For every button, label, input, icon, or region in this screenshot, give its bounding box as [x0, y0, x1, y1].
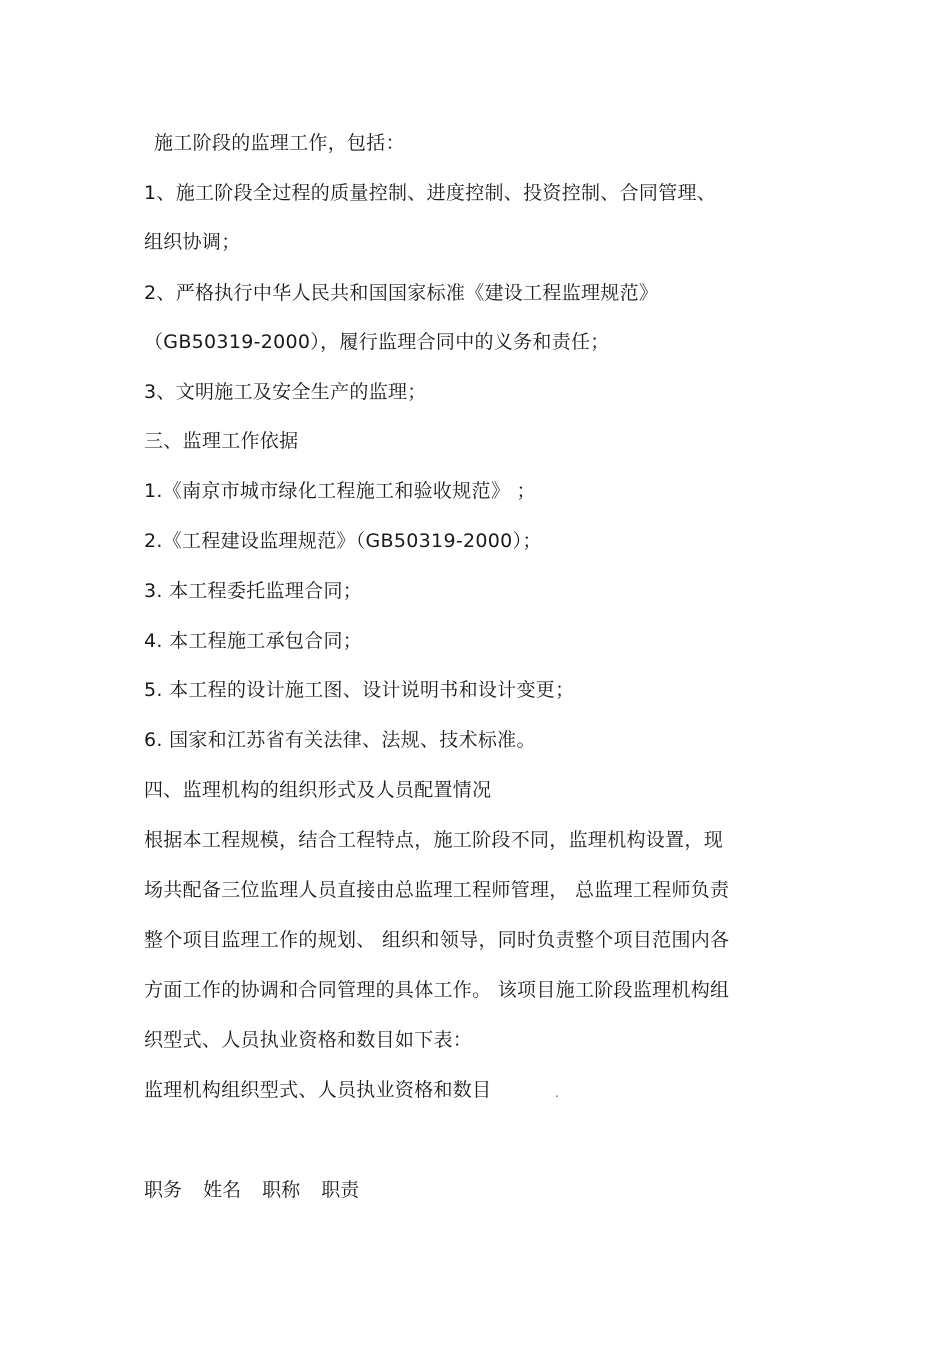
section-3-heading: 三、监理工作依据 — [144, 430, 299, 452]
intro-line: 施工阶段的监理工作，包括： — [154, 132, 405, 154]
paragraph-line-1: 根据本工程规模，结合工程特点，施工阶段不同，监理机构设置，现 — [144, 829, 724, 851]
header-name: 姓名 — [203, 1179, 242, 1201]
table-caption: 监理机构组织型式、人员执业资格和数目 — [144, 1079, 492, 1101]
basis-item-4: 4. 本工程施工承包合同； — [144, 630, 363, 652]
basis-item-5: 5. 本工程的设计施工图、设计说明书和设计变更； — [144, 679, 575, 701]
item-1-line-2: 组织协调； — [144, 231, 241, 253]
table-header-row — [144, 1177, 374, 1203]
item-2-line-1: 2、严格执行中华人民共和国国家标准《建设工程监理规范》 — [144, 282, 659, 304]
paragraph-line-3: 整个项目监理工作的规划、 组织和领导，同时负责整个项目范围内各 — [144, 929, 730, 951]
basis-item-6: 6. 国家和江苏省有关法律、法规、技术标准。 — [144, 729, 536, 751]
dot-mark: . — [555, 1086, 559, 1100]
header-title: 职称 — [262, 1179, 301, 1201]
item-2-line-2: （GB50319-2000），履行监理合同中的义务和责任； — [144, 331, 610, 353]
header-position: 职务 — [144, 1179, 183, 1201]
item-1-line-1: 1、施工阶段全过程的质量控制、进度控制、投资控制、合同管理、 — [144, 182, 717, 204]
paragraph-line-4: 方面工作的协调和合同管理的具体工作。 该项目施工阶段监理机构组 — [144, 979, 730, 1001]
header-duty: 职责 — [321, 1179, 360, 1201]
basis-item-2: 2.《工程建设监理规范》（GB50319-2000）； — [144, 530, 542, 552]
basis-item-1: 1.《南京市城市绿化工程施工和验收规范》 ； — [144, 480, 536, 502]
paragraph-line-5: 织型式、人员执业资格和数目如下表： — [144, 1029, 473, 1051]
item-3-line: 3、文明施工及安全生产的监理； — [144, 381, 427, 403]
paragraph-line-2: 场共配备三位监理人员直接由总监理工程师管理， 总监理工程师负责 — [144, 879, 730, 901]
section-4-heading: 四、监理机构的组织形式及人员配置情况 — [144, 779, 492, 801]
basis-item-3: 3. 本工程委托监理合同； — [144, 580, 363, 602]
